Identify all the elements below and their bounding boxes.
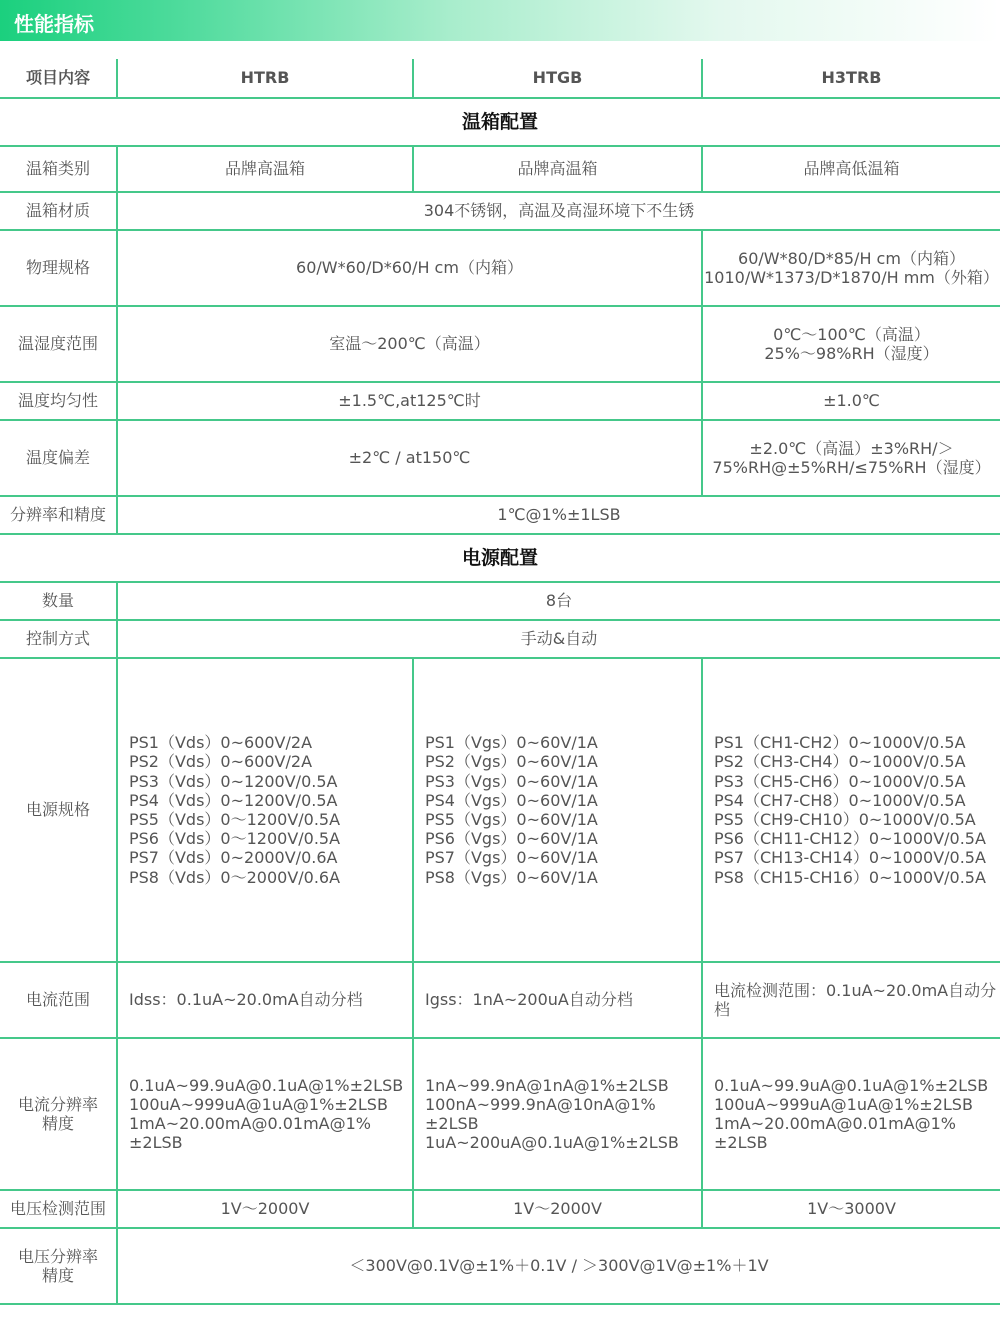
row-label: 数量 [0, 582, 117, 620]
cell-line: PS4（Vgs）0~60V/1A [425, 790, 598, 810]
header-item: 项目内容 [0, 59, 117, 98]
page-title: 性能指标 [14, 12, 94, 36]
table-row [0, 1228, 1000, 1304]
cell-line: PS5（Vgs）0~60V/1A [425, 810, 598, 829]
cell-line: 0.1uA~99.9uA@0.1uA@1%±2LSB [714, 1075, 989, 1095]
cell-line: PS3（CH5-CH6）0~1000V/0.5A [714, 771, 966, 791]
row-label: 温湿度范围 [0, 306, 117, 382]
row-label [0, 1038, 117, 1190]
row-label: 物理规格 [0, 230, 117, 306]
row-label: 控制方式 [0, 620, 117, 658]
cell-line: ±2.0℃（高温）±3%RH/＞ [749, 438, 954, 458]
section-row-power [0, 534, 1000, 582]
section-title-power: 电源配置 [0, 534, 1000, 582]
cell-line: 100uA~999uA@1uA@1%±2LSB [129, 1094, 388, 1114]
cell-line: 100uA~999uA@1uA@1%±2LSB [714, 1094, 973, 1114]
cell-line: PS6（CH11-CH12）0~1000V/0.5A [714, 829, 986, 849]
cell-line: PS6（Vds）0～1200V/0.5A [129, 829, 341, 849]
table-row [0, 146, 1000, 192]
cell-line: PS7（Vgs）0~60V/1A [425, 848, 598, 868]
row-label: 温度偏差 [0, 420, 117, 496]
cell-h3trb: 品牌高低温箱 [702, 146, 1000, 192]
cell-htrb: 品牌高温箱 [117, 146, 413, 192]
cell-line: 电压分辨率 [17, 1246, 98, 1266]
table-row [0, 620, 1000, 658]
cell-line: 档 [714, 1000, 731, 1019]
cell-line: 1nA~99.9nA@1nA@1%±2LSB [425, 1075, 669, 1095]
cell-line: PS4（CH7-CH8）0~1000V/0.5A [714, 790, 966, 810]
cell-htrb [117, 1038, 413, 1190]
row-label: 电压检测范围 [0, 1190, 117, 1228]
cell-line: 精度 [41, 1114, 74, 1133]
cell-value: 1℃@1%±1LSB [117, 496, 1000, 534]
cell-htgb: 1V～2000V [413, 1190, 702, 1228]
table-row [0, 306, 1000, 382]
row-label: 分辨率和精度 [0, 496, 117, 534]
cell-h3trb [702, 306, 1000, 382]
cell-line: PS7（CH13-CH14）0~1000V/0.5A [714, 848, 986, 868]
cell-htrb-htgb: 室温～200℃（高温） [117, 306, 702, 382]
cell-htrb-htgb: ±2℃ / at150℃ [117, 420, 702, 496]
table-row [0, 658, 1000, 962]
cell-value: 8台 [117, 582, 1000, 620]
cell-line: 电流检测范围：0.1uA~20.0mA自动分 [714, 980, 997, 1000]
cell-line: PS3（Vgs）0~60V/1A [425, 771, 598, 791]
row-label: 电流范围 [0, 962, 117, 1038]
cell-line: 0℃～100℃（高温） [773, 324, 930, 344]
cell-htgb: Igss：1nA~200uA自动分档 [413, 962, 702, 1038]
cell-line: ±2LSB [425, 1114, 479, 1133]
cell-line: PS6（Vgs）0~60V/1A [425, 829, 598, 849]
cell-htgb [413, 1038, 702, 1190]
cell-line: PS5（CH9-CH10）0~1000V/0.5A [714, 810, 976, 829]
table-row [0, 496, 1000, 534]
cell-htgb: 品牌高温箱 [413, 146, 702, 192]
cell-h3trb: ±1.0℃ [702, 382, 1000, 420]
cell-htrb-htgb: 60/W*60/D*60/H cm（内箱） [117, 230, 702, 306]
cell-line: ±2LSB [714, 1133, 768, 1153]
cell-h3trb [702, 658, 1000, 962]
title-banner [0, 0, 1000, 41]
table-row [0, 582, 1000, 620]
cell-value: 手动&自动 [117, 620, 1000, 658]
cell-htrb-htgb: ±1.5℃,at125℃时 [117, 382, 702, 420]
cell-line: 100nA~999.9nA@10nA@1% [425, 1094, 656, 1114]
table-row [0, 382, 1000, 420]
table-row [0, 1038, 1000, 1190]
header-h3trb: H3TRB [702, 59, 1000, 98]
cell-h3trb: 1V～3000V [702, 1190, 1000, 1228]
cell-htrb: 1V～2000V [117, 1190, 413, 1228]
cell-htgb [413, 658, 702, 962]
row-label: 温度均匀性 [0, 382, 117, 420]
cell-line: 1uA~200uA@0.1uA@1%±2LSB [425, 1133, 679, 1153]
cell-line: PS2（Vds）0~600V/2A [129, 752, 313, 772]
cell-line: 75%RH@±5%RH/≤75%RH（湿度） [712, 458, 991, 477]
section-title-oven: 温箱配置 [0, 98, 1000, 146]
table-row [0, 1190, 1000, 1228]
cell-h3trb [702, 962, 1000, 1038]
cell-line: PS8（Vds）0～2000V/0.6A [129, 867, 341, 887]
table-row [0, 230, 1000, 306]
cell-line: PS2（Vgs）0~60V/1A [425, 752, 598, 772]
header-htrb: HTRB [117, 59, 413, 98]
cell-h3trb [702, 230, 1000, 306]
cell-line: PS8（CH15-CH16）0~1000V/0.5A [714, 867, 986, 887]
cell-value: 304不锈钢，高温及高湿环境下不生锈 [117, 192, 1000, 230]
cell-h3trb [702, 420, 1000, 496]
cell-line: PS2（CH3-CH4）0~1000V/0.5A [714, 752, 966, 772]
cell-line: PS1（Vgs）0~60V/1A [425, 733, 598, 753]
row-label [0, 1228, 117, 1304]
cell-line: 精度 [41, 1266, 74, 1285]
cell-line: 1010/W*1373/D*1870/H mm（外箱） [704, 268, 999, 287]
cell-line: ±2LSB [129, 1133, 183, 1153]
row-label: 电源规格 [0, 658, 117, 962]
cell-line: PS1（Vds）0~600V/2A [129, 733, 313, 753]
cell-line: 60/W*80/D*85/H cm（内箱） [738, 248, 965, 268]
cell-line: PS4（Vds）0~1200V/0.5A [129, 790, 338, 810]
cell-value: ＜300V@0.1V@±1%＋0.1V / ＞300V@1V@±1%＋1V [117, 1228, 1000, 1304]
cell-line: PS3（Vds）0~1200V/0.5A [129, 771, 338, 791]
cell-line: 25%～98%RH（湿度） [764, 344, 939, 363]
header-htgb: HTGB [413, 59, 702, 98]
table-header-row [0, 59, 1000, 98]
cell-htrb: Idss：0.1uA~20.0mA自动分档 [117, 962, 413, 1038]
cell-line: PS7（Vds）0~2000V/0.6A [129, 848, 338, 868]
table-row [0, 420, 1000, 496]
section-row-oven [0, 98, 1000, 146]
table-row [0, 192, 1000, 230]
cell-h3trb [702, 1038, 1000, 1190]
cell-line: 1mA~20.00mA@0.01mA@1% [129, 1114, 371, 1133]
spec-table [0, 59, 1000, 1305]
row-label: 温箱材质 [0, 192, 117, 230]
table-row [0, 962, 1000, 1038]
cell-line: PS8（Vgs）0~60V/1A [425, 867, 598, 887]
cell-line: 电流分辨率 [17, 1094, 98, 1114]
cell-line: PS1（CH1-CH2）0~1000V/0.5A [714, 733, 966, 753]
cell-line: 0.1uA~99.9uA@0.1uA@1%±2LSB [129, 1075, 404, 1095]
cell-line: 1mA~20.00mA@0.01mA@1% [714, 1114, 956, 1133]
cell-line: PS5（Vds）0～1200V/0.5A [129, 810, 341, 829]
cell-htrb [117, 658, 413, 962]
row-label: 温箱类别 [0, 146, 117, 192]
